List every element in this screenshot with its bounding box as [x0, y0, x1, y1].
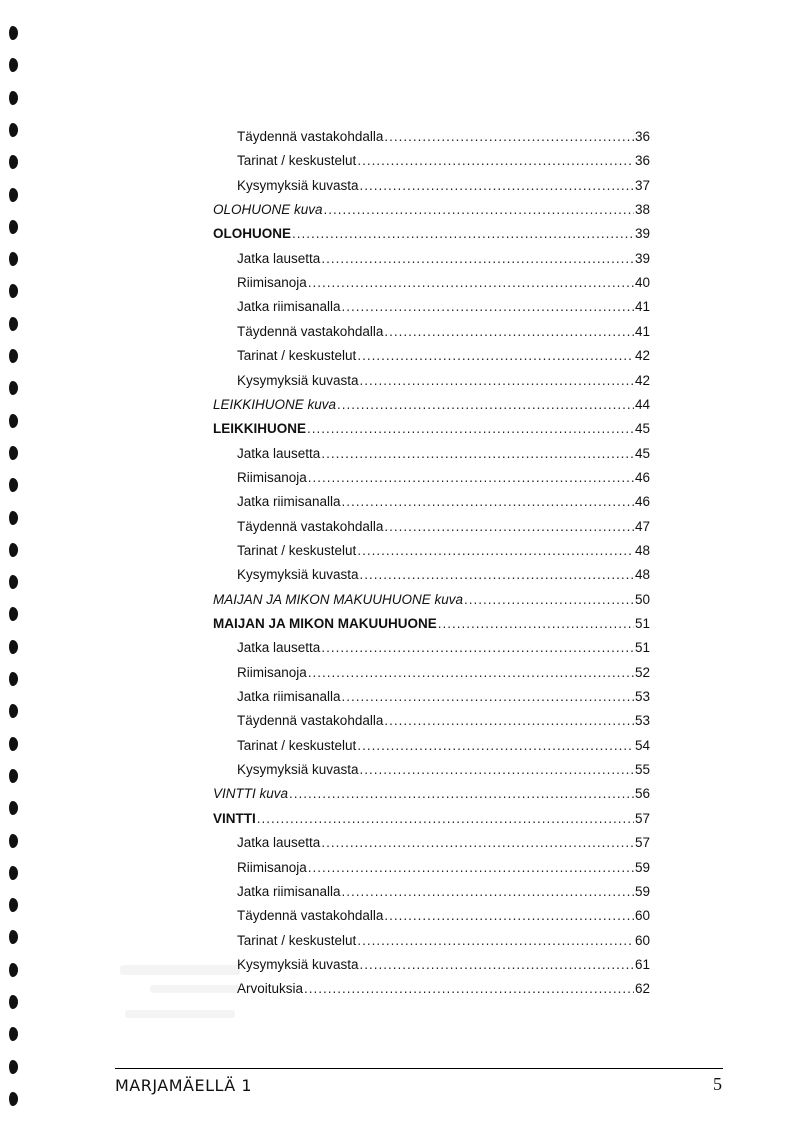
toc-entry-page: 38	[634, 202, 650, 218]
toc-dot-leader	[384, 518, 634, 536]
toc-entry	[237, 274, 650, 292]
binder-hole-icon	[9, 252, 18, 266]
toc-entry-label: MAIJAN JA MIKON MAKUUHUONE	[213, 616, 437, 631]
toc-entry	[237, 761, 650, 779]
binder-hole-icon	[9, 188, 18, 202]
toc-dot-leader	[308, 664, 634, 682]
toc-entry-page: 42	[634, 372, 650, 388]
binder-hole-icon	[9, 1060, 18, 1074]
binder-hole-icon	[9, 769, 18, 783]
toc-entry-page: 48	[634, 542, 650, 558]
toc-entry-label: Täydennä vastakohdalla	[237, 518, 384, 534]
toc-entry-page: 51	[634, 640, 650, 656]
toc-dot-leader	[342, 688, 634, 706]
binder-hole-icon	[9, 91, 18, 105]
toc-dot-leader	[308, 859, 634, 877]
toc-entry-page: 51	[634, 616, 650, 631]
scan-smudge	[125, 1010, 235, 1018]
toc-dot-leader	[308, 274, 634, 292]
toc-entry	[237, 883, 650, 901]
binder-hole-icon	[9, 930, 18, 944]
toc-entry-page: 46	[634, 494, 650, 510]
toc-entry-label: Täydennä vastakohdalla	[237, 323, 384, 339]
toc-entry-page: 40	[634, 275, 650, 291]
binder-hole-icon	[9, 381, 18, 395]
binder-hole-icon	[9, 801, 18, 815]
toc-dot-leader	[384, 128, 634, 146]
toc-entry	[237, 250, 650, 268]
toc-entry	[237, 566, 650, 584]
toc-entry-label: Kysymyksiä kuvasta	[237, 762, 359, 778]
binder-hole-icon	[9, 1092, 18, 1106]
toc-entry-page: 53	[634, 689, 650, 705]
toc-dot-leader	[357, 152, 634, 170]
toc-dot-leader	[342, 493, 634, 511]
toc-entry-label: LEIKKIHUONE kuva	[213, 396, 337, 412]
toc-entry-label: Riimisanoja	[237, 859, 307, 875]
toc-entry-page: 45	[634, 445, 650, 461]
toc-dot-leader	[360, 761, 634, 779]
toc-dot-leader	[464, 591, 634, 609]
toc-entry-page: 59	[634, 883, 650, 899]
binder-hole-icon	[9, 478, 18, 492]
toc-entry-label: Kysymyksiä kuvasta	[237, 567, 359, 583]
toc-entry	[237, 177, 650, 195]
toc-entry-label: Riimisanoja	[237, 275, 307, 291]
binder-hole-icon	[9, 995, 18, 1009]
toc-entry-label: Jatka riimisanalla	[237, 299, 341, 315]
toc-entry	[237, 493, 650, 511]
toc-dot-leader	[321, 639, 634, 657]
toc-dot-leader	[289, 785, 634, 803]
binder-hole-icon	[9, 414, 18, 428]
binder-hole-icon	[9, 58, 18, 72]
binder-hole-icon	[9, 963, 18, 977]
toc-entry-label: VINTTI	[213, 810, 256, 826]
toc-entry-label: LEIKKIHUONE	[213, 421, 307, 437]
toc-entry	[213, 785, 650, 803]
toc-entry	[213, 420, 650, 438]
toc-entry-label: Riimisanoja	[237, 664, 307, 680]
binder-hole-icon	[9, 155, 18, 169]
toc-dot-leader	[257, 810, 634, 828]
toc-entry-page: 41	[634, 323, 650, 339]
toc-entry-page: 52	[634, 664, 650, 680]
toc-entry-label: Tarinat / keskustelut	[237, 542, 357, 558]
toc-dot-leader	[304, 980, 634, 998]
scan-smudge	[150, 985, 240, 993]
toc-entry-page: 37	[634, 177, 650, 193]
toc-dot-leader	[357, 932, 634, 950]
toc-entry	[213, 396, 650, 414]
toc-entry-label: Tarinat / keskustelut	[237, 348, 357, 364]
toc-entry-label: Jatka riimisanalla	[237, 883, 341, 899]
toc-entry-page: 56	[634, 786, 650, 802]
toc-dot-leader	[337, 396, 634, 414]
toc-entry-label: OLOHUONE kuva	[213, 202, 323, 218]
toc-entry-label: OLOHUONE	[213, 226, 292, 242]
toc-entry-page: 47	[634, 518, 650, 534]
toc-entry	[237, 956, 650, 974]
toc-entry-label: Täydennä vastakohdalla	[237, 713, 384, 729]
toc-entry-label: Arvoituksia	[237, 981, 304, 997]
toc-entry-label: Tarinat / keskustelut	[237, 153, 357, 169]
toc-entry	[237, 907, 650, 925]
toc-entry-page: 57	[634, 810, 650, 826]
toc-dot-leader	[360, 566, 634, 584]
toc-entry-page: 48	[634, 567, 650, 583]
toc-entry-page: 45	[634, 421, 650, 437]
toc-entry	[213, 201, 650, 219]
binder-hole-icon	[9, 834, 18, 848]
binder-hole-icon	[9, 349, 18, 363]
toc-entry	[237, 859, 650, 877]
toc-dot-leader	[360, 177, 634, 195]
toc-dot-leader	[360, 372, 634, 390]
binder-holes	[0, 0, 30, 1132]
toc-dot-leader	[384, 712, 634, 730]
binder-hole-icon	[9, 898, 18, 912]
toc-entry	[237, 542, 650, 560]
footer-page-number: 5	[713, 1074, 722, 1094]
binder-hole-icon	[9, 317, 18, 331]
binder-hole-icon	[9, 26, 18, 40]
binder-hole-icon	[9, 704, 18, 718]
binder-hole-icon	[9, 672, 18, 686]
toc-entry	[237, 298, 650, 316]
toc-entry	[237, 445, 650, 463]
toc-entry-page: 41	[634, 299, 650, 315]
toc-entry-label: Jatka lausetta	[237, 445, 321, 461]
toc-entry-page: 55	[634, 762, 650, 778]
toc-entry	[237, 737, 650, 755]
toc-dot-leader	[321, 834, 634, 852]
binder-hole-icon	[9, 737, 18, 751]
toc-dot-leader	[292, 225, 634, 243]
binder-hole-icon	[9, 220, 18, 234]
toc-entry-page: 39	[634, 250, 650, 266]
toc-entry-page: 54	[634, 737, 650, 753]
toc-entry	[237, 639, 650, 657]
toc-entry-label: Kysymyksiä kuvasta	[237, 177, 359, 193]
toc-entry-label: Jatka riimisanalla	[237, 494, 341, 510]
toc-entry-label: Täydennä vastakohdalla	[237, 908, 384, 924]
toc-entry-label: Jatka lausetta	[237, 835, 321, 851]
toc-entry	[237, 834, 650, 852]
toc-dot-leader	[438, 615, 634, 633]
toc-dot-leader	[321, 250, 634, 268]
binder-hole-icon	[9, 284, 18, 298]
scan-smudge	[120, 965, 240, 975]
toc-entry-page: 46	[634, 469, 650, 485]
toc-entry-label: Täydennä vastakohdalla	[237, 129, 384, 144]
toc-entry-label: Kysymyksiä kuvasta	[237, 956, 359, 972]
toc-entry-label: MAIJAN JA MIKON MAKUUHUONE kuva	[213, 591, 464, 607]
toc-entry-page: 57	[634, 835, 650, 851]
toc-entry-page: 62	[634, 981, 650, 997]
binder-hole-icon	[9, 575, 18, 589]
binder-hole-icon	[9, 640, 18, 654]
toc-entry-page: 44	[634, 396, 650, 412]
toc-entry	[237, 347, 650, 365]
toc-entry-label: Tarinat / keskustelut	[237, 932, 357, 948]
toc-entry-label: Jatka lausetta	[237, 640, 321, 656]
toc-entry-label: Riimisanoja	[237, 469, 307, 485]
toc-entry	[237, 128, 650, 146]
toc-entry	[237, 980, 650, 998]
toc-entry	[237, 518, 650, 536]
toc-entry	[213, 225, 650, 243]
toc-entry	[213, 810, 650, 828]
toc-entry	[237, 932, 650, 950]
toc-entry-page: 39	[634, 226, 650, 242]
binder-hole-icon	[9, 446, 18, 460]
toc-dot-leader	[357, 347, 634, 365]
toc-dot-leader	[360, 956, 634, 974]
toc-entry-label: Kysymyksiä kuvasta	[237, 372, 359, 388]
toc-dot-leader	[357, 542, 634, 560]
toc-entry	[237, 712, 650, 730]
toc-entry-label: VINTTI kuva	[213, 786, 289, 802]
binder-hole-icon	[9, 1027, 18, 1041]
binder-hole-icon	[9, 866, 18, 880]
binder-hole-icon	[9, 123, 18, 137]
toc-entry-page: 50	[634, 591, 650, 607]
toc-entry-label: Jatka riimisanalla	[237, 689, 341, 705]
toc-dot-leader	[384, 323, 634, 341]
toc-entry	[237, 688, 650, 706]
toc-entry-page: 42	[634, 348, 650, 364]
toc-entry-page: 60	[634, 932, 650, 948]
toc-entry	[213, 615, 650, 633]
footer-book-title: MARJAMÄELLÄ 1	[115, 1076, 253, 1095]
toc-entry	[237, 323, 650, 341]
toc-entry-label: Jatka lausetta	[237, 250, 321, 266]
footer-divider	[115, 1068, 723, 1069]
toc-entry-page: 36	[634, 129, 650, 144]
toc-entry	[213, 591, 650, 609]
toc-entry-page: 53	[634, 713, 650, 729]
toc-entry	[237, 152, 650, 170]
toc-entry-page: 36	[634, 153, 650, 169]
toc-entry	[237, 469, 650, 487]
toc-dot-leader	[384, 907, 634, 925]
toc-dot-leader	[342, 883, 634, 901]
toc-dot-leader	[342, 298, 634, 316]
toc-dot-leader	[308, 469, 634, 487]
binder-hole-icon	[9, 607, 18, 621]
toc-dot-leader	[324, 201, 634, 219]
toc-entry-page: 59	[634, 859, 650, 875]
binder-hole-icon	[9, 543, 18, 557]
binder-hole-icon	[9, 511, 18, 525]
toc-dot-leader	[357, 737, 634, 755]
toc-entry	[237, 372, 650, 390]
toc-dot-leader	[321, 445, 634, 463]
toc-entry	[237, 664, 650, 682]
toc-entry-label: Tarinat / keskustelut	[237, 737, 357, 753]
toc-dot-leader	[307, 420, 634, 438]
toc-entry-page: 61	[634, 956, 650, 972]
toc-entry-page: 60	[634, 908, 650, 924]
